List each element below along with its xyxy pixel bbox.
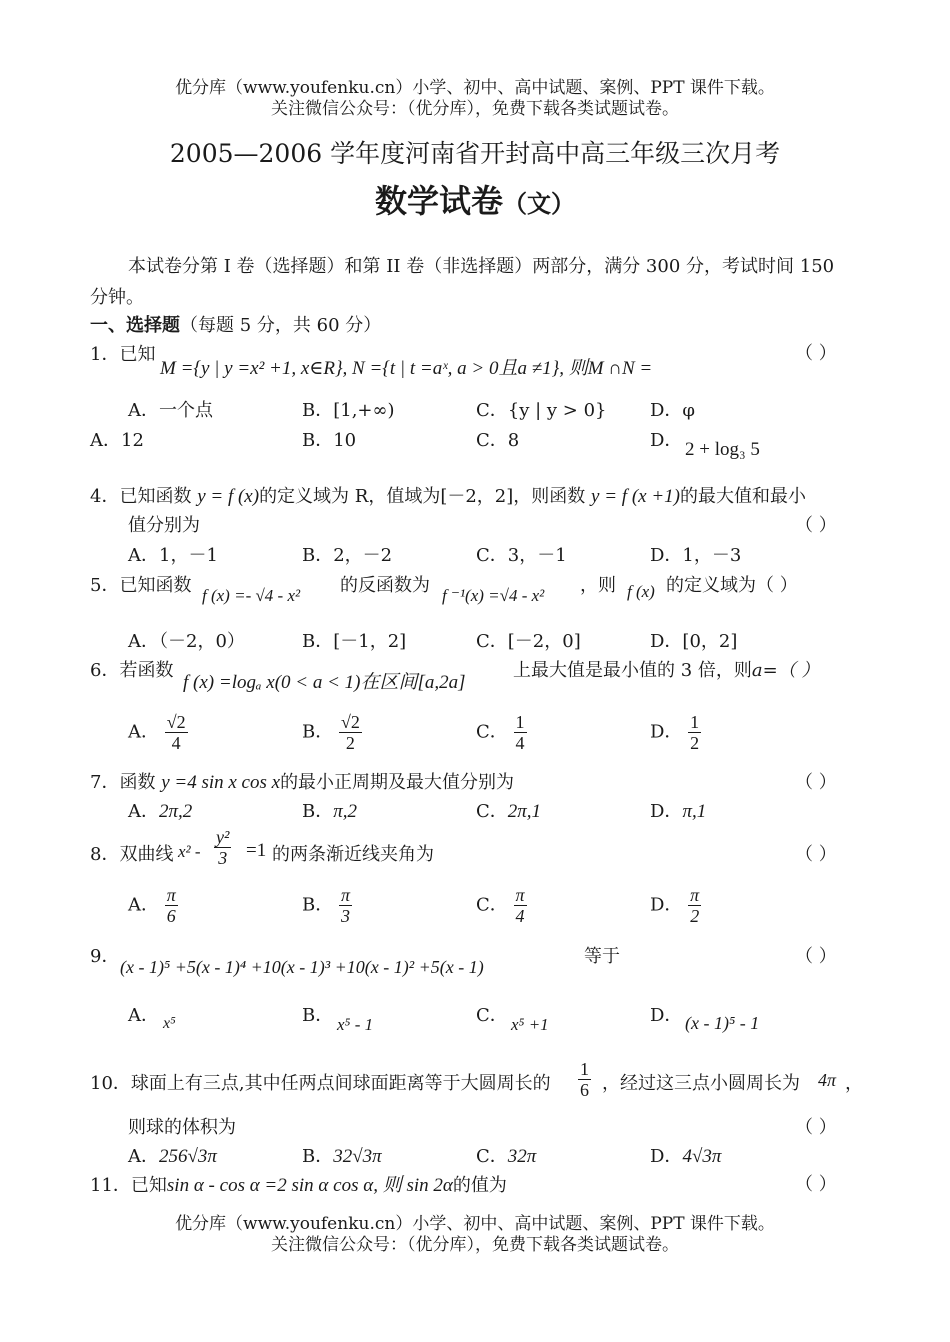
footer-line-2: 关注微信公众号：（优分库），免费下载各类试题试卷。 [271,1235,679,1255]
q9-expression: (x - 1)⁵ +5(x - 1)⁴ +10(x - 1)³ +10(x - 1)² +5(x - 1) [120,957,484,977]
q9-option-d-value: (x - 1)⁵ - 1 [685,1013,760,1033]
q5-option-c: C．[－2，0] [476,631,581,652]
q11-answer-paren: （ ） [795,1174,837,1195]
q8-option-d-label: D． [650,894,683,916]
footer-line-1: 优分库（www.youfenku.cn）小学、初中、高中试题、案例、PPT 课件下载。 [175,1214,775,1234]
q7-number: 7．函数 [90,772,156,793]
q4-number: 4．已知函数 [90,486,192,507]
q10-option-a [128,1142,217,1168]
q8-fraction [214,827,231,868]
q4-option-c: C．3，－1 [476,545,567,566]
q9-option-c-label: C． [476,1005,508,1026]
q5-text-3: 的定义域为（ ） [666,575,798,596]
q4-text-1: 的定义域为 R，值域为[－2，2]，则函数 [259,486,586,507]
q7-option-a-label: A． [128,801,159,822]
intro-line-2: 分钟。 [90,287,144,308]
section-heading [90,311,381,337]
q10-fraction-num: 1 [580,1059,589,1079]
q8-option-a-den: 6 [166,906,176,926]
q4-line-2: 值分别为 [128,515,200,536]
q8-option-c-label: C． [476,894,508,916]
q6-option-d-den: 2 [690,733,700,753]
q6-option-a [128,712,188,753]
section-heading-title: 一、选择题 [90,315,180,336]
q7-answer-paren: （ ） [795,772,837,793]
q5-function: f (x) =- √4 - x² [202,586,301,605]
q7-option-b-value: π,2 [333,801,358,822]
q4-func-1: y = f (x) [197,486,260,507]
q11-expression: sin α - cos α =2 sin α cos α, 则 sin 2α [166,1175,453,1196]
q7-option-c-value: 2π,1 [507,801,542,822]
q11-text: 的值为 [452,1175,507,1196]
q10-option-b [302,1142,382,1168]
q6-option-b-num: √2 [340,712,360,732]
q6-option-c-num: 1 [515,712,525,732]
section-heading-note: （每题 5 分，共 60 分） [180,315,382,336]
q8-option-d-den: 2 [690,906,700,926]
subject-title-main: 数学试卷 [374,182,503,220]
q6-expression: f (x) =logₐ x(0 < a < 1)在区间[a,2a] [183,672,466,693]
q10-option-c-label: C． [476,1146,508,1167]
q8-option-a [128,885,178,926]
q10-option-a-value: 256√3π [159,1146,217,1167]
q9-option-c-value: x⁵ +1 [511,1015,549,1034]
q8-option-c-den: 4 [515,906,525,926]
q7-option-c [476,797,541,823]
q10-circumference: 4π [818,1070,837,1090]
q3-option-d: D． [650,430,683,451]
q10-option-b-label: B． [302,1146,334,1167]
q9-number: 9． [90,946,120,967]
q6-option-a-den: 4 [171,733,181,753]
q1-answer-paren: （ ） [795,343,837,364]
q8-number: 8．双曲线 [90,844,174,865]
q6-text-1: 上最大值是最小值的 3 倍，则 [513,660,752,681]
q7-option-a-value: 2π,2 [159,801,193,822]
q11-question [90,1170,507,1197]
q10-option-d-label: D． [650,1146,683,1167]
q11-number: 11．已知 [90,1175,167,1196]
q9-text: 等于 [584,946,620,967]
q7-option-d-label: D． [650,801,683,822]
q3-option-c: C．8 [476,430,520,451]
q9-option-b-value: x⁵ - 1 [337,1015,374,1034]
q10-option-c [476,1142,536,1168]
q7-option-a [128,797,192,823]
q10-option-d [650,1142,721,1168]
q6-option-b-label: B． [302,721,334,743]
q8-x-squared: x² - [178,842,201,861]
q10-fraction-den: 6 [580,1080,589,1100]
q8-option-a-label: A． [128,894,159,916]
q7-option-b-label: B． [302,801,334,822]
q1-expression: M ={y | y =x² +1, x∈R}, N ={t | t =aˣ, a > 0且a ≠1}, 则M ∩N = [160,358,653,379]
q5-fx: f (x) [627,582,655,601]
q1-number: 1．已知 [90,344,156,365]
q3-option-d-expression: 2 + log₃ 5 [685,439,760,460]
q8-option-c [476,885,527,926]
q5-option-b: B．[－1，2] [302,631,407,652]
q10-option-b-value: 32√3π [333,1146,382,1167]
q10-answer-paren: （ ） [795,1117,837,1138]
q3-option-a: A．12 [90,430,144,451]
q6-option-a-num: √2 [166,712,186,732]
q7-text: 的最小正周期及最大值分别为 [280,772,515,793]
q6-option-b [302,712,362,753]
q6-option-a-label: A． [128,721,159,743]
q6-number: 6．若函数 [90,660,174,681]
q7-expression: y =4 sin x cos x [161,772,281,793]
q5-text-1: 的反函数为 [340,575,430,596]
q10-option-a-label: A． [128,1146,159,1167]
q6-option-d-num: 1 [690,712,700,732]
q4-option-a: A．1，－1 [128,545,218,566]
q8-option-b-label: B． [302,894,334,916]
q5-text-2: ，则 [580,575,616,596]
q8-option-d-num: π [690,885,700,905]
q6-text-2: a=（ ） [751,660,820,681]
q8-text: 的两条渐近线夹角为 [272,844,434,865]
q7-option-d [650,797,706,823]
q7-option-c-label: C． [476,801,508,822]
q3-option-b: B．10 [302,430,357,451]
intro-line-1: 本试卷分第 I 卷（选择题）和第 II 卷（非选择题）两部分，满分 300 分，考试时间 150 [128,256,835,277]
subject-title [0,176,950,222]
q8-option-a-num: π [166,885,176,905]
q1-option-a: A．一个点 [128,400,213,421]
q1-option-d: D．φ [650,400,696,421]
q8-equals: =1 [246,840,267,861]
q8-fraction-den: 3 [218,848,228,868]
q10-option-c-value: 32π [507,1146,537,1167]
q10-text-2: ， [845,1073,863,1094]
q8-option-b-num: π [340,885,350,905]
header-line-1: 优分库（www.youfenku.cn）小学、初中、高中试题、案例、PPT 课件下载。 [175,78,775,98]
q9-option-d-label: D． [650,1005,683,1026]
q9-answer-paren: （ ） [795,946,837,967]
q10-number: 10．球面上有三点,其中任两点间球面距离等于大圆周长的 [90,1073,551,1094]
q10-fraction [578,1059,591,1100]
q5-option-a: A．（－2，0） [128,631,245,652]
q8-fraction-num: y² [216,827,230,847]
q8-option-d [650,885,701,926]
q10-line-2: 则球的体积为 [128,1117,236,1138]
q5-number: 5．已知函数 [90,575,192,596]
q6-option-c-label: C． [476,721,508,743]
q6-option-d-label: D． [650,721,683,743]
q6-text [513,656,819,682]
q10-text-1: ，经过这三点小圆周长为 [602,1073,800,1094]
q1-option-c: C．{y | y > 0} [476,400,607,421]
q7-option-b [302,797,357,823]
q4-option-b: B．2，－2 [302,545,393,566]
q6-option-c [476,712,527,753]
q9-option-a-value: x⁵ [163,1015,176,1032]
q5-inverse: f ⁻¹(x) =√4 - x² [442,586,545,605]
q7-question [90,768,514,794]
exam-title: 2005—2006 学年度河南省开封高中高三年级三次月考 [169,139,781,168]
q5-option-d: D．[0，2] [650,631,738,652]
q4-answer-paren: （ ） [795,515,837,536]
q9-option-b-label: B． [302,1005,334,1026]
q8-option-c-num: π [515,885,525,905]
q6-option-d [650,712,701,753]
q4-func-2: y = f (x +1) [591,486,680,507]
q9-option-a-label: A． [128,1005,159,1026]
q10-option-d-value: 4√3π [682,1146,722,1167]
q8-answer-paren: （ ） [795,844,837,865]
q4-option-d: D．1，－3 [650,545,742,566]
q6-option-c-den: 4 [515,733,525,753]
q8-option-b-den: 3 [340,906,350,926]
q1-option-b: B．[1,+∞) [302,400,395,421]
subject-title-sub: （文） [503,189,575,218]
header-line-2: 关注微信公众号：（优分库），免费下载各类试题试卷。 [271,99,679,119]
q4-text-2: 的最大值和最小 [679,486,806,507]
q4-question [90,482,806,508]
q7-option-d-value: π,1 [682,801,707,822]
q8-option-b [302,885,352,926]
q6-option-b-den: 2 [345,733,355,753]
